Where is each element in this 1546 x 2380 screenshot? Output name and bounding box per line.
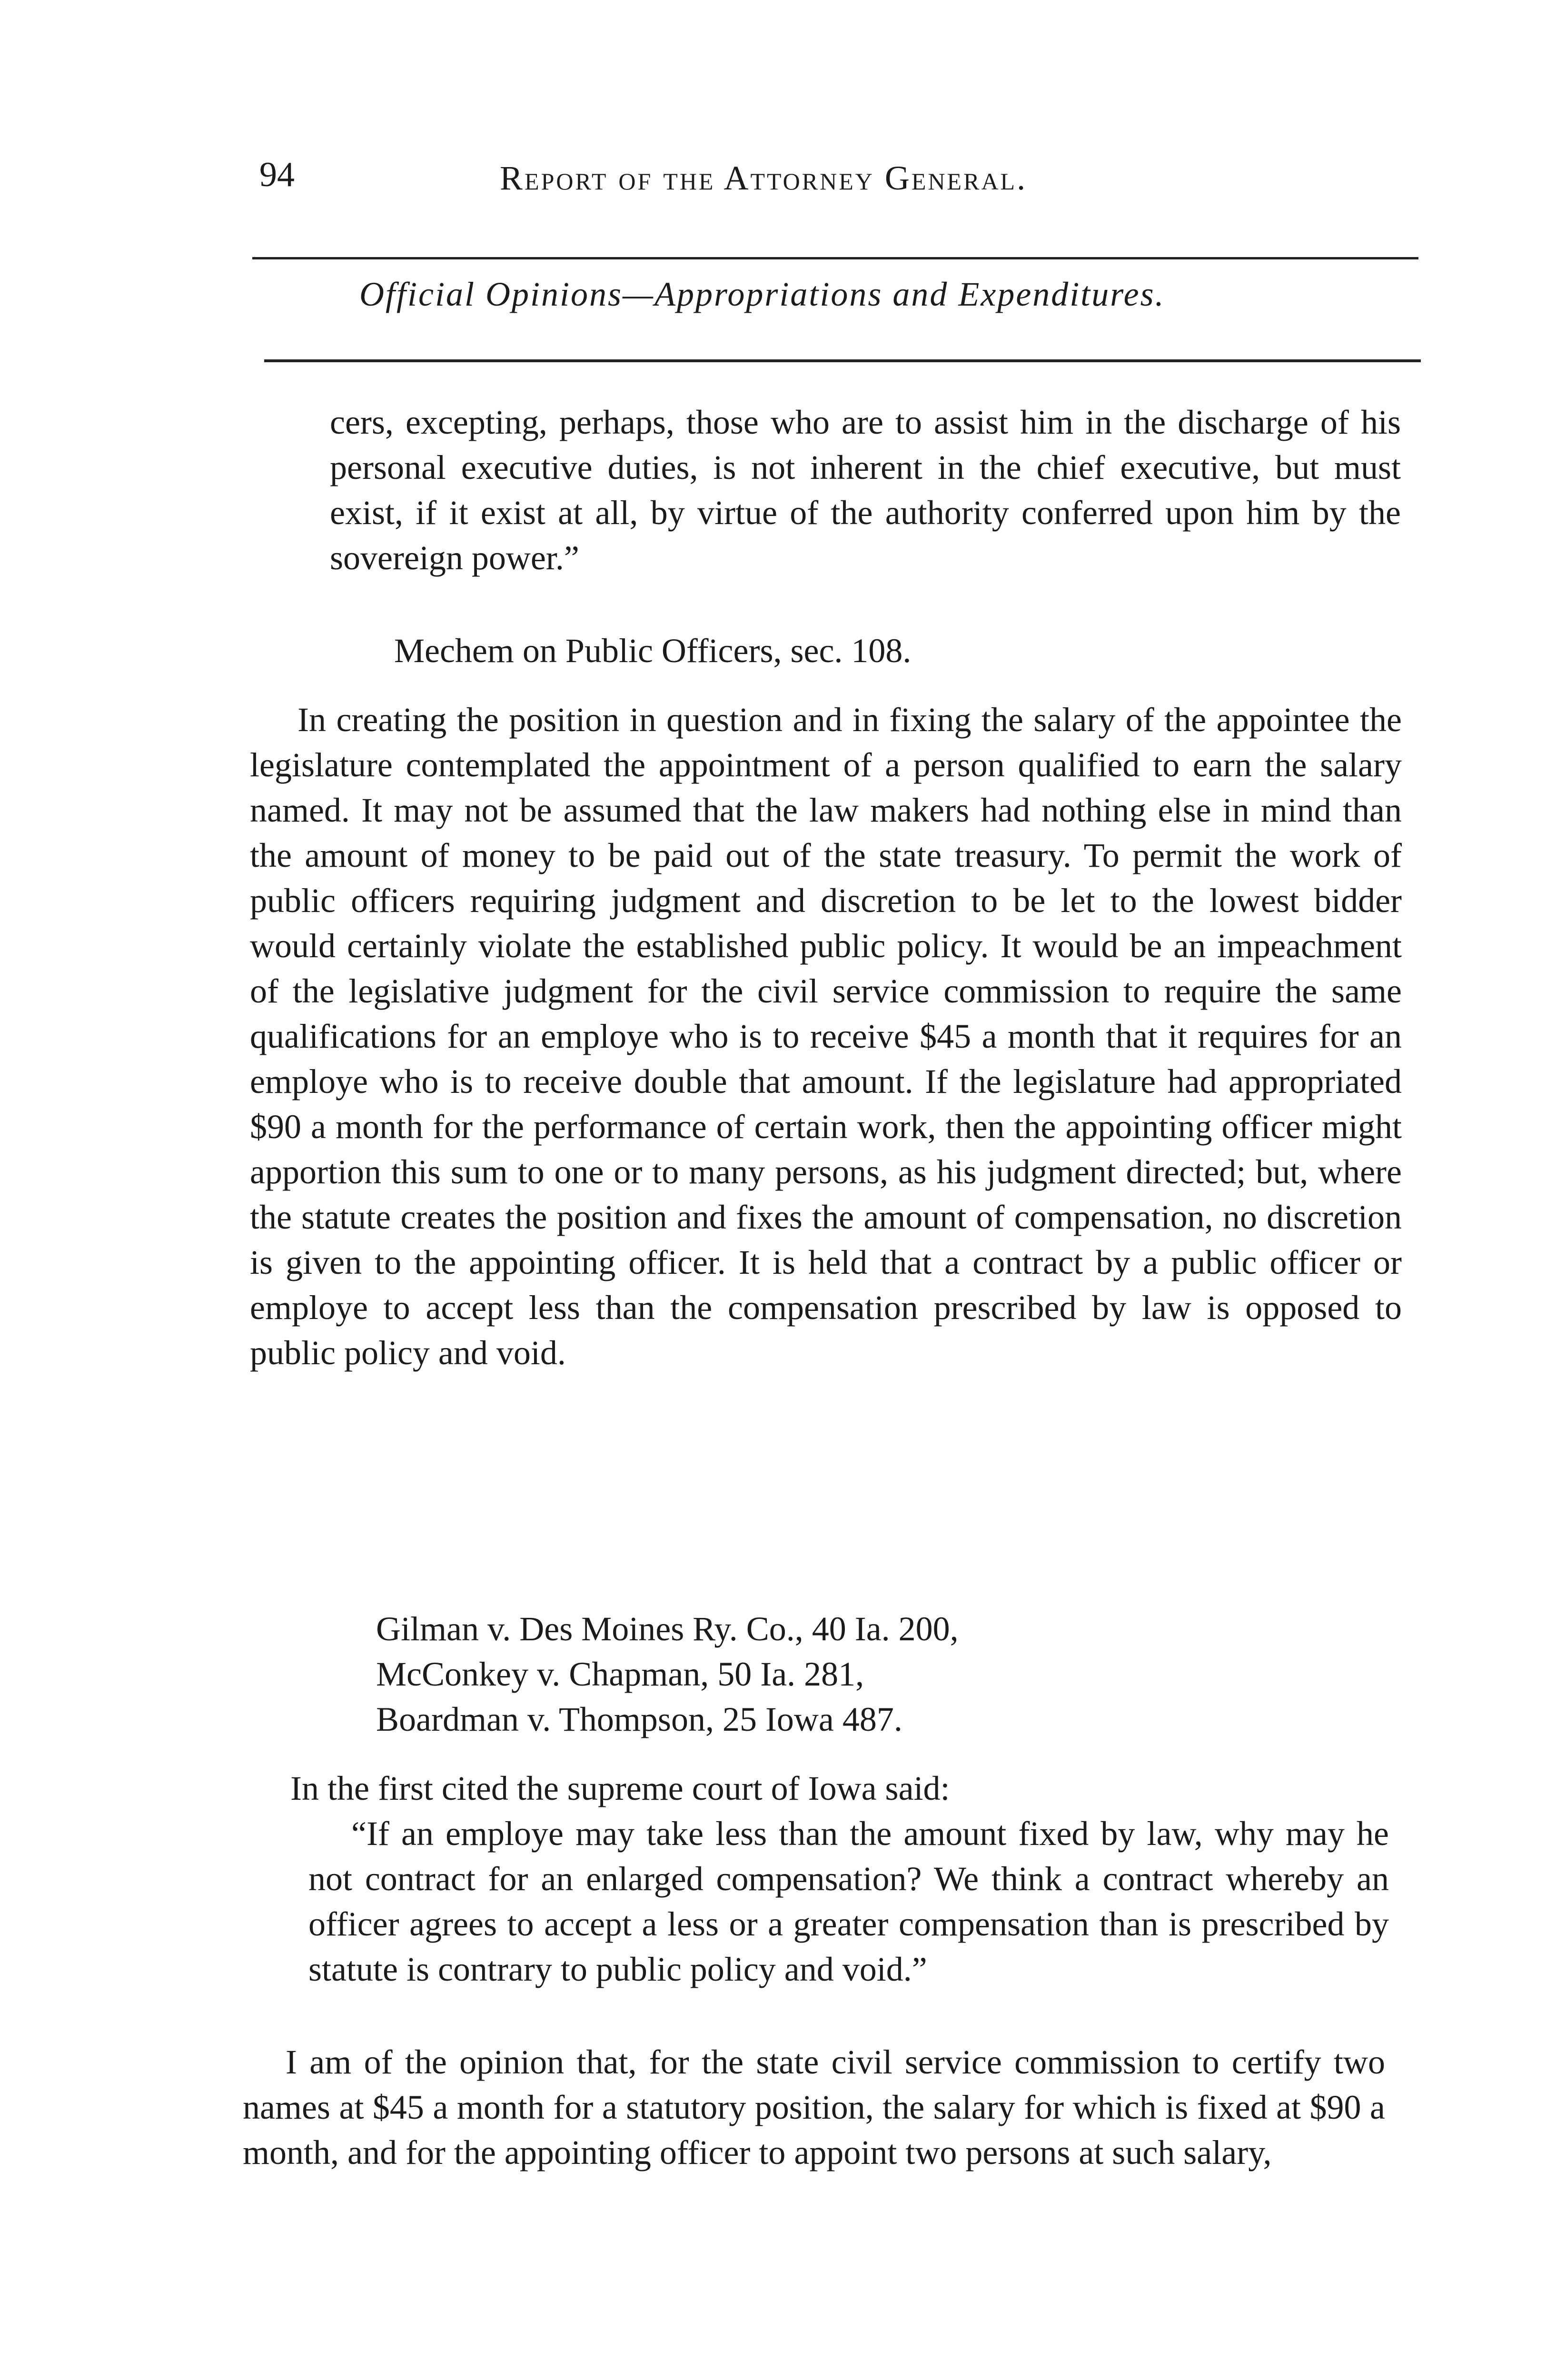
block-quote-court: “If an employe may take less than the amount fixed by law, why may he not contract for an enlarged compensation? We think a contract whereby an officer agrees to accept a less or a greater compensation than is prescribed by statute is contrary to public policy and void.”	[308, 1815, 1389, 1988]
section-title: Official Opinions—Appropriations and Expenditures.	[359, 275, 1165, 313]
running-head: Report of the Attorney General.	[500, 159, 1028, 197]
case-citation: Boardman v. Thompson, 25 Iowa 487.	[376, 1700, 902, 1738]
citation-mechem: Mechem on Public Officers, sec. 108.	[394, 632, 912, 670]
block-quote-continued: cers, excepting, perhaps, those who are to assist him in the discharge of his personal executive duties, is not inherent in the chief executive, but must exist, if it exist at all, by virtue of the authority conferred upon him by the sovereign power.”	[330, 403, 1401, 577]
page-number: 94	[259, 155, 295, 194]
case-citation: Gilman v. Des Moines Ry. Co., 40 Ia. 200,	[376, 1610, 959, 1648]
body-paragraph: In creating the position in question and in fixing the salary of the appointee the legislature contemplated the appointment of a person qualified to earn the salary named. It may not be assumed that the law makers had nothing else in mind than the amount of money to be paid out of the state treasury. To permit the work of public officers requiring judgment and discretion to be let to the lowest bidder would certainly violate the established public policy. It would be an impeachment of the legislative judgment for the civil service commission to require the same qualifications for an employe who is to receive $45 a month that it requires for an employe who is to receive double that amount. If the legislature had appropriated $90 a month for the performance of certain work, then the appointing officer might apportion this sum to one or to many persons, as his judgment directed; but, where the statute creates the position and fixes the amount of compensation, no discretion is given to the appointing officer. It is held that a contract by a public officer or employe to accept less than the compensation prescribed by law is opposed to public policy and void.	[250, 701, 1402, 1372]
body-paragraph-intro: In the first cited the supreme court of Iowa said:	[290, 1769, 950, 1807]
header-rule-top	[252, 257, 1418, 259]
case-citation-list	[376, 1606, 959, 1742]
header-rule-bottom	[264, 359, 1421, 362]
case-citation: McConkey v. Chapman, 50 Ia. 281,	[376, 1655, 864, 1693]
body-paragraph-opinion: I am of the opinion that, for the state civil service commission to certify two names at $45 a month for a statutory position, the salary for which is fixed at $90 a month, and for the appointing officer to appoint two persons at such salary,	[243, 2043, 1385, 2172]
